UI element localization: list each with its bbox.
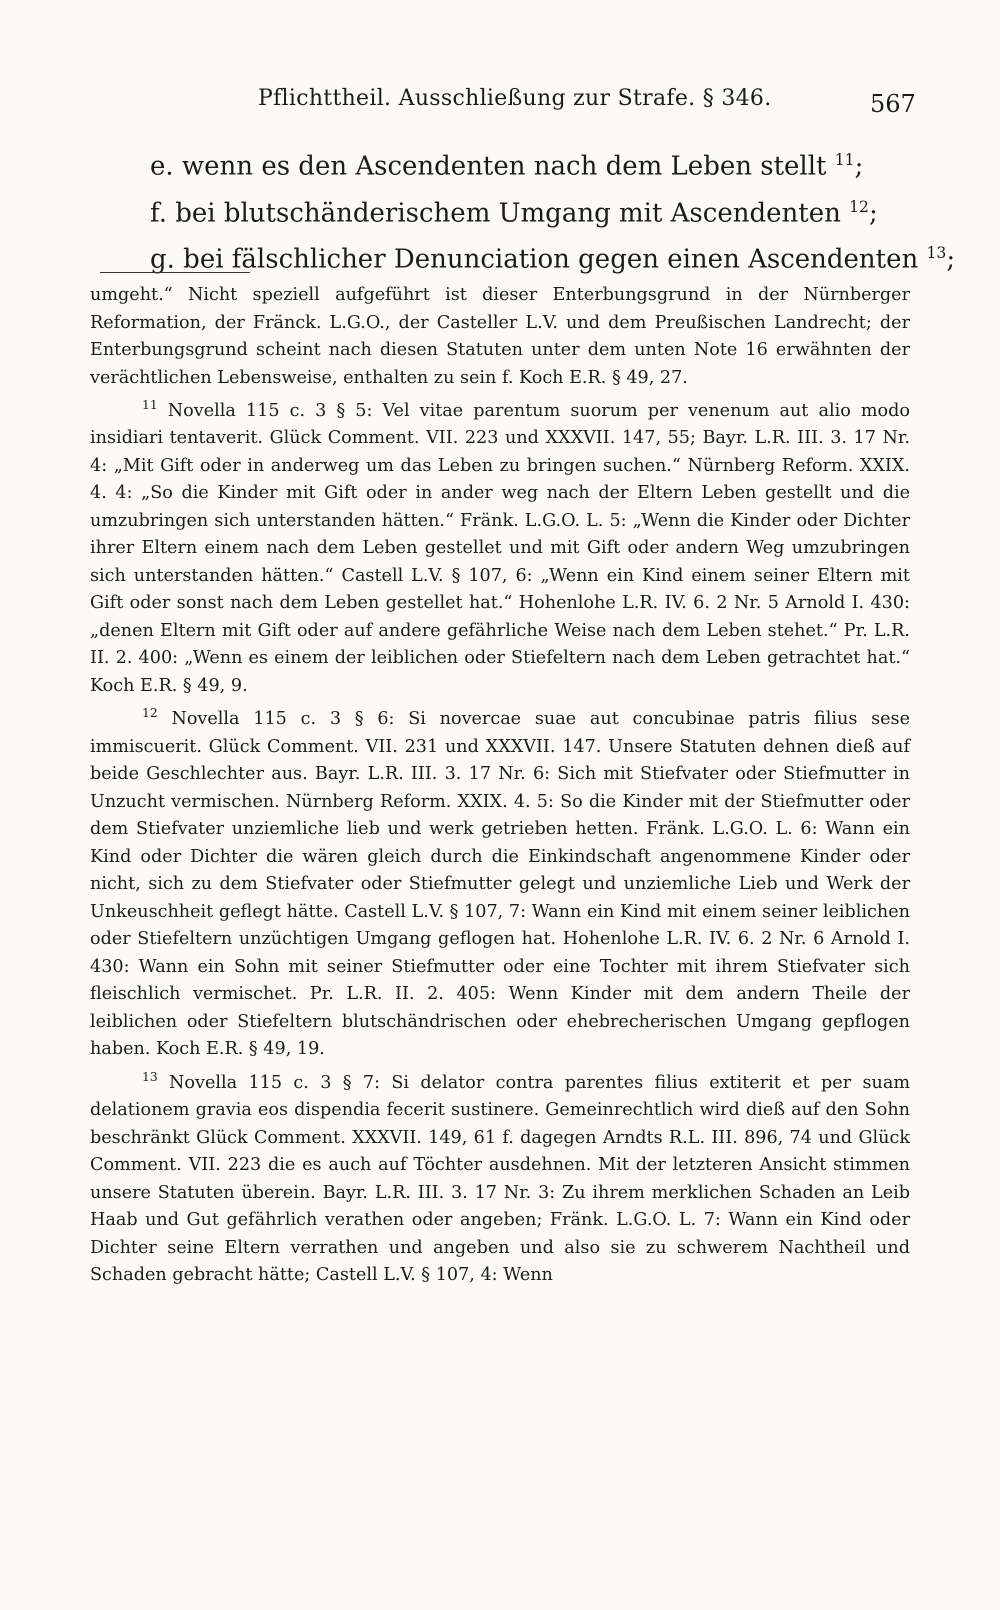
main-item-g: [150, 233, 956, 280]
main-item-end: ;: [854, 151, 864, 182]
footnote-rule: [100, 272, 250, 273]
footnote-text: Novella 115 c. 3 § 7: Si delator contra parentes filius extiterit et per suam delationem gravia eos dispendia fecerit sustinere. Gemeinrechtlich wird dieß auf den Sohn beschränkt Glück Comment. XXXVII. 149, 61 f. dagegen Arndts R.L. III. 896, 74 und Glück Comment. VII. 223 die es auch auf Töchter ausdehnen. Mit der letzteren Ansicht stimmen unsere Statuten überein. Bayr. L.R. III. 3. 17 Nr. 3: Zu ihrem merklichen Schaden an Leib Haab und Gut gefährlich verathen oder angeben; Fränk. L.G.O. L. 7: Wann ein Kind oder Dichter seine Eltern verrathen und angeben und also sie zu schwerem Nachtheil und Schaden gebracht hätte; Castell L.V. § 107, 4: Wenn: [90, 1072, 910, 1286]
footnote-11: [90, 392, 910, 700]
main-item-text: g. bei fälschlicher Denunciation gegen einen Ascendenten: [150, 244, 919, 275]
footnote-marker: 12: [142, 706, 158, 721]
main-item-text: e. wenn es den Ascendenten nach dem Leben stellt: [150, 151, 827, 182]
footnote-marker: 13: [142, 1069, 158, 1084]
footnote-marker: 11: [142, 398, 158, 412]
footnote-12: [90, 700, 910, 1063]
footnote-continuation: umgeht.“ Nicht speziell aufgeführt ist dieser Enterbungsgrund in der Nürnberger Reformation, der Fränck. L.G.O., der Casteller L.V. und dem Preußischen Landrecht; der Enterbungsgrund scheint nach diesen Statuten unter dem unten Note 16 erwähnten der verächtlichen Lebensweise, enthalten zu sein f. Koch E.R. § 49, 27.: [90, 285, 910, 388]
main-item-e: [150, 140, 910, 187]
page-number: 567: [870, 90, 916, 118]
main-item-end: ;: [946, 244, 956, 275]
main-item-text: f. bei blutschänderischem Umgang mit Ascendenten: [150, 198, 841, 229]
footnote-ref: 12: [849, 197, 869, 216]
main-item-end: ;: [868, 198, 878, 229]
footnote-13: [90, 1064, 910, 1290]
footnote-text: Novella 115 c. 3 § 6: Si novercae suae aut concubinae patris filius sese immiscuerit. Glück Comment. VII. 231 und XXXVII. 147. Unsere Statuten dehnen dieß auf beide Geschlechter aus. Bayr. L.R. III. 3. 17 Nr. 6: Sich mit Stiefvater oder Stiefmutter in Unzucht vermischen. Nürnberg Reform. XXIX. 4. 5: So die Kinder mit der Stiefmutter oder dem Stiefvater unziemliche lieb und werk getrieben hetten. Fränk. L.G.O. L. 6: Wann ein Kind oder Dichter die wären gleich durch die Einkindschaft angenommene Kinder oder nicht, sich zu dem Stiefvater oder Stiefmutter gelegt und unziemliche Lieb und Werk der Unkeuschheit geflegt hätte. Castell L.V. § 107, 7: Wann ein Kind mit einem seiner leiblichen oder Stiefeltern unzüchtigen Umgang geflogen hat. Hohenlohe L.R. IV. 6. 2 Nr. 6 Arnold I. 430: Wann ein Sohn mit seiner Stiefmutter oder eine Tochter mit ihrem Stiefvater sich fleischlich vermischet. Pr. L.R. II. 2. 405: Wenn Kinder mit dem andern Theile der leiblichen oder Stiefeltern blutschändrischen oder ehebrecherischen Umgang gepflogen haben. Koch E.R. § 49, 19.: [90, 709, 910, 1060]
footnote-ref: 11: [834, 151, 855, 169]
running-title: Pflichttheil. Ausschließung zur Strafe. § 346.: [258, 86, 772, 111]
footnotes: [90, 282, 910, 1290]
main-text-list: [150, 140, 956, 280]
footnote-ref: 13: [926, 244, 947, 263]
main-item-f: [150, 187, 910, 234]
footnote-text: Novella 115 c. 3 § 5: Vel vitae parentum suorum per venenum aut alio modo insidiari tentaverit. Glück Comment. VII. 223 und XXXVII. 147, 55; Bayr. L.R. III. 3. 17 Nr. 4: „Mit Gift oder in anderweg um das Leben zu bringen suchen.“ Nürnberg Reform. XXIX. 4. 4: „So die Kinder mit Gift oder in ander weg nach der Eltern Leben gestellt und die umzubringen sich unterstanden hätten.“ Fränk. L.G.O. L. 5: „Wenn die Kinder oder Dichter ihrer Eltern einem nach dem Leben gestellet und mit Gift oder andern Weg umzubringen sich unterstanden hätten.“ Castell L.V. § 107, 6: „Wenn ein Kind einem seiner Eltern mit Gift oder sonst nach dem Leben gestellet hat.“ Hohenlohe L.R. IV. 6. 2 Nr. 5 Arnold I. 430: „denen Eltern mit Gift oder auf andere gefährliche Weise nach dem Leben stehet.“ Pr. L.R. II. 2. 400: „Wenn es einem der leiblichen oder Stiefeltern nach dem Leben getrachtet hat.“ Koch E.R. § 49, 9.: [90, 400, 911, 696]
